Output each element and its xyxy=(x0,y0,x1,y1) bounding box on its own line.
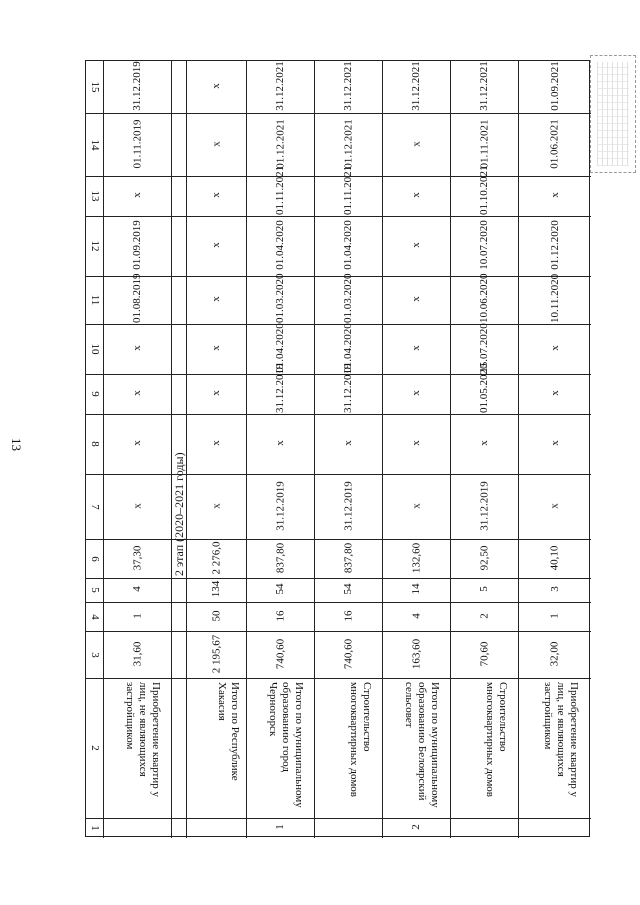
table-grid-hline xyxy=(86,602,591,603)
table-cell: 01.09.2021 xyxy=(548,61,561,111)
table-cell: 740,60 xyxy=(342,638,354,669)
table-cell: 16 xyxy=(274,610,286,621)
table-grid-hline xyxy=(86,578,591,579)
table-cell: 01.11.2021 xyxy=(274,165,286,215)
table-grid-hline xyxy=(86,678,591,679)
table-cell: 10.06.2020 xyxy=(478,273,490,323)
table-cell: x xyxy=(410,140,422,147)
table-cell: 2 195,67 xyxy=(210,634,222,673)
table-cell: 01.03.2020 xyxy=(274,273,286,323)
row-description: Строительство многоквартирных домов xyxy=(348,682,373,797)
table-cell: 14 xyxy=(410,583,422,595)
table-cell: 01.09.2019 xyxy=(131,220,143,270)
table-cell: x xyxy=(410,440,422,446)
table-grid-hline xyxy=(86,324,591,325)
row-description: Приобретение квартир у лиц, не являющихся застройщиком xyxy=(124,682,162,797)
table-cell: 01.10.2021 xyxy=(478,165,490,215)
column-number: 4 xyxy=(89,613,101,620)
table-cell: 01.05.2020 xyxy=(478,363,490,413)
table-grid-hline xyxy=(86,631,591,632)
table-cell: 31,60 xyxy=(131,641,143,666)
table-cell: 3 xyxy=(548,586,561,592)
table-grid-hline xyxy=(86,818,591,819)
table-cell: x xyxy=(410,390,422,396)
table-cell: 31.12.2019 xyxy=(342,363,354,413)
table-grid-vline xyxy=(186,61,187,838)
page-number: 13 xyxy=(9,438,24,451)
table-cell: 1 xyxy=(131,612,143,619)
table-cell: x xyxy=(131,390,143,396)
table-cell: 31.12.2021 xyxy=(342,61,354,111)
table-cell: x xyxy=(410,192,422,198)
table-grid-hline xyxy=(86,176,591,177)
table-cell: 740,60 xyxy=(274,638,286,669)
table-cell: 01.06.2021 xyxy=(548,118,561,169)
table-cell: 01.12.2020 xyxy=(548,220,561,270)
table-grid-hline xyxy=(86,374,591,375)
table-cell: x xyxy=(274,440,286,446)
column-number: 3 xyxy=(89,651,101,658)
table-cell: 01.04.2020 xyxy=(342,220,354,270)
table-grid-hline xyxy=(86,276,591,277)
table-cell: x xyxy=(478,440,490,446)
table-cell: x xyxy=(410,502,422,509)
table-cell: 01.11.2021 xyxy=(342,165,354,215)
table-cell: x xyxy=(548,192,561,198)
table-cell: 32,00 xyxy=(548,641,561,666)
table-grid-hline xyxy=(86,539,591,540)
table-cell: x xyxy=(342,440,354,446)
table-cell: 31.12.2019 xyxy=(274,363,286,413)
table-cell: 70,60 xyxy=(478,641,490,666)
table-cell: 837,80 xyxy=(342,542,354,573)
stage-label: 2 этап (2020–2021 годы) xyxy=(172,452,186,576)
table-grid-vline xyxy=(382,61,383,838)
column-number: 11 xyxy=(89,294,101,306)
table-cell: 134 xyxy=(210,580,222,598)
column-number: 1 xyxy=(89,825,101,831)
table-grid-vline xyxy=(171,61,172,838)
table-cell: x xyxy=(410,296,422,302)
table-cell: 01.12.2021 xyxy=(274,118,286,169)
column-number: 12 xyxy=(89,240,101,252)
table-cell: x xyxy=(210,345,222,351)
table-cell: 2 xyxy=(478,612,490,619)
table-grid-hline xyxy=(86,113,591,114)
table-cell: 31.12.2021 xyxy=(478,61,490,111)
table-cell: x xyxy=(210,502,222,509)
row-description: Итого по муниципальному образованию город Черногорск xyxy=(267,682,305,808)
table-grid-hline xyxy=(86,216,591,217)
table-cell: 15.07.2020 xyxy=(478,323,490,373)
table-cell: x xyxy=(210,242,222,248)
column-number: 8 xyxy=(89,441,101,447)
table-grid-vline xyxy=(103,61,104,838)
table-cell: 10.11.2020 xyxy=(548,273,561,323)
table-cell: 4 xyxy=(131,586,143,592)
table-cell: 31.12.2021 xyxy=(410,61,422,111)
table-cell: x xyxy=(210,192,222,198)
table-cell: 31.12.2019 xyxy=(131,61,143,111)
table-grid-vline xyxy=(450,61,451,838)
row-description: Строительство многоквартирных домов xyxy=(484,682,509,797)
row-index: 2 xyxy=(410,824,422,830)
column-number: 9 xyxy=(89,391,101,397)
column-number: 13 xyxy=(89,190,101,202)
table-cell: x xyxy=(210,83,222,89)
table-cell: x xyxy=(548,390,561,396)
column-number: 15 xyxy=(89,81,101,93)
table-cell: 5 xyxy=(478,586,490,592)
table-cell: x xyxy=(548,345,561,351)
rotated-table xyxy=(85,60,590,837)
table-cell: 163,60 xyxy=(410,638,422,669)
column-number: 5 xyxy=(89,587,101,593)
table-cell: 01.03.2020 xyxy=(342,273,354,323)
table-cell: 31.12.2019 xyxy=(478,480,490,531)
table-cell: x xyxy=(131,345,143,351)
column-number: 10 xyxy=(89,343,101,355)
table-cell: x xyxy=(410,242,422,248)
table-cell: 01.11.2019 xyxy=(131,118,143,169)
table-cell: x xyxy=(131,440,143,446)
stamp-mark xyxy=(590,55,636,173)
table-cell: 10.07.2020 xyxy=(478,220,490,270)
table-grid-vline xyxy=(518,61,519,838)
row-description: Итого по муниципальному образованию Белоярский сельсовет xyxy=(403,682,441,808)
table-cell: x xyxy=(548,440,561,446)
row-index: 1 xyxy=(274,824,286,830)
table-cell: 31.12.2019 xyxy=(274,480,286,531)
table-cell: 837,80 xyxy=(274,542,286,573)
table-cell: x xyxy=(210,390,222,396)
table-grid-vline xyxy=(314,61,315,838)
table-cell: 01.04.2020 xyxy=(274,323,286,373)
table-grid-vline xyxy=(246,61,247,838)
table-cell: 01.12.2021 xyxy=(342,118,354,169)
table-cell: x xyxy=(131,502,143,509)
table-cell: x xyxy=(410,345,422,351)
table-cell: 37,30 xyxy=(131,545,143,570)
table-grid-hline xyxy=(86,414,591,415)
table-cell: x xyxy=(210,140,222,147)
table-cell: 31.12.2019 xyxy=(342,480,354,531)
table-cell: 92,50 xyxy=(478,545,490,570)
row-description: Приобретение квартир у лиц, не являющихся застройщиком xyxy=(541,682,580,797)
table-cell: 54 xyxy=(274,583,286,595)
table-cell: 1 xyxy=(548,612,561,619)
table-grid-hline xyxy=(86,474,591,475)
table-cell: 4 xyxy=(410,612,422,619)
table-cell: 01.04.2020 xyxy=(274,220,286,270)
table-cell: 40,10 xyxy=(548,545,561,570)
column-number: 6 xyxy=(89,555,101,562)
table-cell: 01.11.2021 xyxy=(478,118,490,169)
table-cell: x xyxy=(131,192,143,198)
table-cell: 50 xyxy=(210,610,222,621)
table-cell: 01.08.2019 xyxy=(131,273,143,323)
table-cell: x xyxy=(548,502,561,509)
table-cell: 01.04.2020 xyxy=(342,323,354,373)
table-cell: x xyxy=(210,296,222,302)
table-cell: 54 xyxy=(342,583,354,595)
table-cell: 31.12.2021 xyxy=(274,61,286,111)
table-cell: 132,60 xyxy=(410,542,422,573)
table-cell: 16 xyxy=(342,610,354,621)
row-description: Итого по Республике Хакасия xyxy=(216,682,241,781)
table-cell: 2 276,0 xyxy=(210,541,222,574)
column-number: 2 xyxy=(89,745,101,751)
column-number: 7 xyxy=(89,503,101,510)
column-number: 14 xyxy=(89,139,101,150)
table-cell: x xyxy=(210,440,222,446)
